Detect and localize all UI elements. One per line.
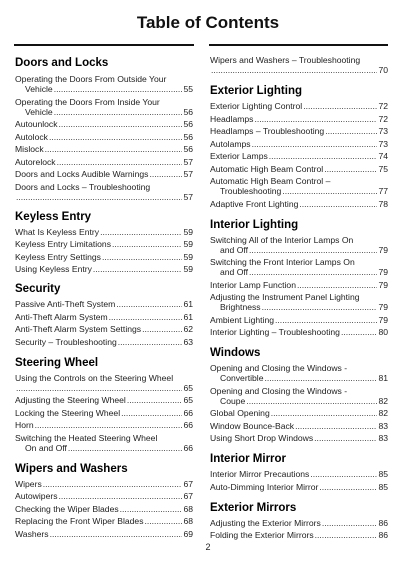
toc-entry-text: Automatic High Beam Control – [210,176,331,186]
toc-entry-using-keyless[interactable] [15,264,193,274]
toc-entry-audible-warnings[interactable] [15,169,193,179]
toc-page-number: 79 [378,314,388,325]
toc-entry-auto-dimming-mirror[interactable] [210,482,388,492]
toc-entry-text: Folding the Exterior Mirrors [210,530,314,540]
toc-entry-text: Interior Lamp Function [210,279,296,290]
toc-entry-text: Washers [15,528,49,539]
toc-page-number: 61 [183,299,193,309]
toc-page-number: 62 [183,324,193,334]
toc-page-number: 73 [378,126,388,136]
leader-dots [303,101,377,111]
toc-entry-global-opening[interactable] [210,408,388,418]
toc-page-number: 83 [378,433,388,443]
toc-entry-autowipers[interactable] [15,491,193,501]
toc-entry-text: Keyless Entry Limitations [15,239,111,249]
toc-entry-auto-high-beam-troubleshooting[interactable] [210,176,388,196]
toc-page-number: 56 [183,144,193,154]
toc-entry-text: Operating the Doors From Outside Your [15,74,167,84]
toc-entry-window-bounce-back[interactable] [210,421,388,431]
toc-entry-autorelock[interactable] [15,157,193,167]
toc-entry-text: Keyless Entry Settings [15,251,101,262]
toc-entry-text: Opening and Closing the Windows - [210,385,348,396]
toc-entry-text: Autorelock [15,156,56,167]
toc-entry-mislock[interactable] [15,144,193,154]
toc-entry-interior-lighting-troubleshooting[interactable] [210,327,388,337]
toc-entry-text: Switching the Heated Steering Wheel [15,432,158,443]
toc-entry-text: Locking the Steering Wheel [15,407,121,418]
toc-entry-headlamps-troubleshooting[interactable] [210,126,388,136]
leader-dots [121,408,182,418]
toc-entry-text: Adaptive Front Lighting [210,198,299,209]
toc-left-column [15,52,193,541]
toc-page-number: 66 [183,420,193,430]
toc-page-number: 66 [183,407,193,418]
leader-dots [299,199,377,209]
section-heading-exterior-lighting: Exterior Lighting [210,85,302,97]
leader-dots [249,245,377,255]
toc-entry-text: Doors and Locks Audible Warnings [15,169,149,179]
toc-entry-doors-troubleshooting[interactable] [15,182,193,202]
toc-entry-text: Vehicle [25,84,53,94]
toc-entry-text: Auto-Dimming Interior Mirror [210,481,319,492]
toc-entry-text: and Off [220,267,249,277]
toc-entry-text: Wipers and Washers – Troubleshooting [210,55,361,65]
toc-page-number: 65 [183,382,193,393]
leader-dots [54,84,183,94]
toc-entry-text: Interior Mirror Precautions [210,469,310,479]
leader-dots [43,479,183,489]
leader-dots [102,252,182,262]
leader-dots [252,139,378,149]
leader-dots [297,280,377,290]
toc-entry-text: Opening and Closing the Windows - [210,363,348,373]
toc-page-number: 61 [183,311,193,322]
section-heading-steering-wheel: Steering Wheel [15,356,99,369]
leader-dots [127,395,183,405]
toc-page-number: 55 [183,84,193,94]
toc-entry-wipers[interactable] [15,479,193,489]
toc-page-number: 67 [183,478,193,489]
toc-page-number: 68 [183,516,193,526]
toc-entry-text: Ambient Lighting [210,314,275,325]
section-heading-doors-and-locks: Doors and Locks [15,57,109,69]
toc-entry-text: Doors and Locks – Troubleshooting [15,181,151,192]
toc-entry-checking-wiper-blades[interactable] [15,504,193,514]
toc-entry-text: Switching the Front Interior Lamps On [210,257,355,267]
leader-dots [57,157,183,167]
page-number: 2 [205,542,211,552]
toc-entry-windows-convertible[interactable] [210,363,388,383]
toc-entry-heated-steering[interactable] [15,433,193,453]
leader-dots [54,107,183,117]
toc-entry-anti-theft-alarm[interactable] [15,312,193,322]
leader-dots [149,169,182,179]
toc-entry-text: Autolamps [210,138,251,149]
toc-page-number: 69 [183,528,193,539]
toc-entry-text: Horn [15,420,34,430]
toc-entry-text: Using Keyless Entry [15,264,92,274]
leader-dots [112,239,182,249]
section-heading-wipers-and-washers: Wipers and Washers [15,462,128,475]
section-heading-security: Security [15,283,61,295]
toc-page-number: 56 [183,131,193,142]
leader-dots [145,516,183,526]
toc-entry-adjusting-exterior-mirrors[interactable] [210,518,388,528]
section-heading-interior-lighting: Interior Lighting [210,218,299,231]
toc-page-number: 86 [378,530,388,540]
toc-entry-text: Autounlock [15,119,58,129]
toc-entry-windows-coupe[interactable] [210,386,388,406]
toc-entry-washers[interactable] [15,529,193,539]
leader-dots [314,433,377,443]
leader-dots [310,469,377,479]
toc-entry-auto-high-beam[interactable] [210,164,388,174]
toc-entry-folding-exterior-mirrors[interactable] [210,530,388,540]
toc-entry-exterior-lamps[interactable] [210,151,388,161]
leader-dots [49,132,182,142]
toc-entry-instrument-panel-brightness[interactable] [210,292,388,312]
leader-dots [45,144,183,154]
toc-entry-front-interior-lamps[interactable] [210,257,388,277]
leader-dots [322,518,378,528]
toc-entry-interior-mirror-precautions[interactable] [210,469,388,479]
toc-page-number: 77 [378,186,388,196]
toc-entry-text: What Is Keyless Entry [15,226,100,237]
toc-entry-text: Exterior Lamps [210,151,268,161]
toc-entry-text: Mislock [15,144,44,154]
toc-entry-all-interior-lamps[interactable] [210,235,388,255]
toc-entry-text: Passive Anti-Theft System [15,299,116,309]
toc-entry-keyless-settings[interactable] [15,252,193,262]
toc-page-number: 68 [183,503,193,514]
toc-page-number: 82 [378,395,388,406]
leader-dots [118,337,183,347]
leader-dots [249,267,377,277]
leader-dots [271,408,378,418]
section-heading-exterior-mirrors: Exterior Mirrors [210,501,297,514]
toc-entry-autolamps[interactable] [210,139,388,149]
toc-entry-text: Using the Controls on the Steering Wheel [15,372,174,383]
leader-dots [275,315,377,325]
toc-page-number: 59 [183,226,193,237]
toc-page-number: 78 [378,198,388,209]
toc-page-number: 85 [378,469,388,479]
toc-page-number: 75 [378,163,388,174]
leader-dots [211,65,377,75]
toc-page-number: 56 [183,106,193,117]
toc-page-number: 65 [183,395,193,405]
toc-entry-alarm-settings[interactable] [15,324,193,334]
toc-entry-operating-doors-inside[interactable] [15,97,193,117]
toc-entry-text: Global Opening [210,408,270,418]
leader-dots [109,312,183,322]
toc-page-number: 63 [183,336,193,347]
toc-entry-text: Anti-Theft Alarm System [15,311,108,322]
toc-page-number: 86 [378,517,388,528]
toc-page-number: 59 [183,239,193,249]
toc-entry-headlamps[interactable] [210,114,388,124]
toc-entry-autolock[interactable] [15,132,193,142]
leader-dots [59,119,183,129]
toc-entry-text: Security – Troubleshooting [15,336,117,347]
leader-dots [50,529,183,539]
toc-page-number: 56 [183,119,193,129]
toc-entry-text: Adjusting the Steering Wheel [15,395,126,405]
leader-dots [59,491,183,501]
page-title: Table of Contents [136,13,280,32]
toc-page-number: 72 [378,101,388,111]
section-heading-windows: Windows [210,347,261,359]
toc-entry-text: Window Bounce-Back [210,420,295,431]
toc-entry-interior-lamp-function[interactable] [210,280,388,290]
toc-page-number: 67 [183,491,193,501]
leader-dots [16,192,182,202]
leader-dots [319,482,377,492]
title-rule-left [14,44,194,46]
leader-dots [325,126,377,136]
leader-dots [68,443,183,453]
toc-entry-text: Autowipers [15,491,58,501]
leader-dots [262,302,378,312]
toc-entry-short-drop-windows[interactable] [210,433,388,443]
toc-page-number: 82 [378,408,388,418]
toc-entry-steering-controls[interactable] [15,373,193,393]
toc-page-number: 66 [183,442,193,453]
toc-entry-what-is-keyless[interactable] [15,227,193,237]
toc-entry-text: Operating the Doors From Inside Your [15,96,160,107]
toc-page-number: 85 [378,481,388,492]
leader-dots [16,383,182,393]
leader-dots [324,164,377,174]
toc-entry-adaptive-front-lighting[interactable] [210,199,388,209]
toc-entry-ambient-lighting[interactable] [210,315,388,325]
toc-entry-text: Wipers [15,478,42,489]
leader-dots [282,186,377,196]
toc-entry-security-troubleshooting[interactable] [15,337,193,347]
toc-entry-adjusting-steering[interactable] [15,395,193,405]
toc-entry-text: Using Short Drop Windows [210,433,314,443]
toc-page-number: 79 [378,302,388,312]
toc-page-number: 81 [378,373,388,383]
leader-dots [93,264,183,274]
toc-page-number: 70 [378,65,388,75]
leader-dots [341,327,377,337]
toc-entry-text: Checking the Wiper Blades [15,503,119,514]
section-heading-keyless-entry: Keyless Entry [15,210,92,223]
toc-entry-text: Convertible [220,373,264,383]
toc-page-number: 73 [378,138,388,149]
toc-entry-text: Switching All of the Interior Lamps On [210,234,354,245]
toc-entry-wipers-troubleshooting[interactable] [210,55,388,75]
toc-right-column [210,52,388,543]
toc-page-number: 79 [378,279,388,290]
toc-page-number: 74 [378,151,388,161]
toc-entry-operating-doors-outside[interactable] [15,74,193,94]
toc-entry-text: Interior Lighting – Troubleshooting [210,327,340,337]
toc-page-number: 57 [183,191,193,202]
toc-entry-keyless-limitations[interactable] [15,239,193,249]
toc-page-number: 80 [378,327,388,337]
toc-page-number: 57 [183,169,193,179]
leader-dots [269,151,378,161]
toc-entry-text: Headlamps – Troubleshooting [210,126,325,136]
leader-dots [295,421,377,431]
toc-page-number: 72 [378,113,388,124]
toc-entry-text: On and Off [25,442,67,453]
toc-page-number: 79 [378,267,388,277]
toc-entry-text: Vehicle [25,106,53,117]
leader-dots [120,504,183,514]
toc-entry-exterior-lighting-control[interactable] [210,101,388,111]
leader-dots [315,530,378,540]
leader-dots [264,373,377,383]
toc-entry-text: Replacing the Front Wiper Blades [15,516,144,526]
toc-page-number: 79 [378,244,388,255]
toc-entry-horn[interactable] [15,420,193,430]
toc-page-number: 59 [183,264,193,274]
toc-entry-replacing-wiper-blades[interactable] [15,516,193,526]
toc-entry-text: and Off [220,244,249,255]
toc-entry-passive-anti-theft[interactable] [15,299,193,309]
toc-entry-text: Exterior Lighting Control [210,101,303,111]
toc-entry-text: Autolock [15,131,48,142]
leader-dots [254,114,377,124]
toc-entry-locking-steering[interactable] [15,408,193,418]
leader-dots [100,227,182,237]
toc-entry-text: Automatic High Beam Control [210,163,324,174]
toc-entry-autounlock[interactable] [15,119,193,129]
leader-dots [35,420,183,430]
section-heading-interior-mirror: Interior Mirror [210,453,287,465]
toc-entry-text: Anti-Theft Alarm System Settings [15,324,142,334]
toc-entry-text: Brightness [220,302,261,312]
leader-dots [116,299,182,309]
toc-entry-text: Coupe [220,395,246,406]
leader-dots [142,324,182,334]
toc-page-number: 83 [378,420,388,431]
leader-dots [246,396,377,406]
toc-page-number: 59 [183,251,193,262]
toc-page-number: 57 [183,156,193,167]
toc-entry-text: Adjusting the Instrument Panel Lighting [210,292,360,302]
toc-entry-text: Headlamps [210,113,254,124]
toc-entry-text: Troubleshooting [220,186,282,196]
toc-entry-text: Adjusting the Exterior Mirrors [210,517,321,528]
title-rule-right [209,44,388,46]
